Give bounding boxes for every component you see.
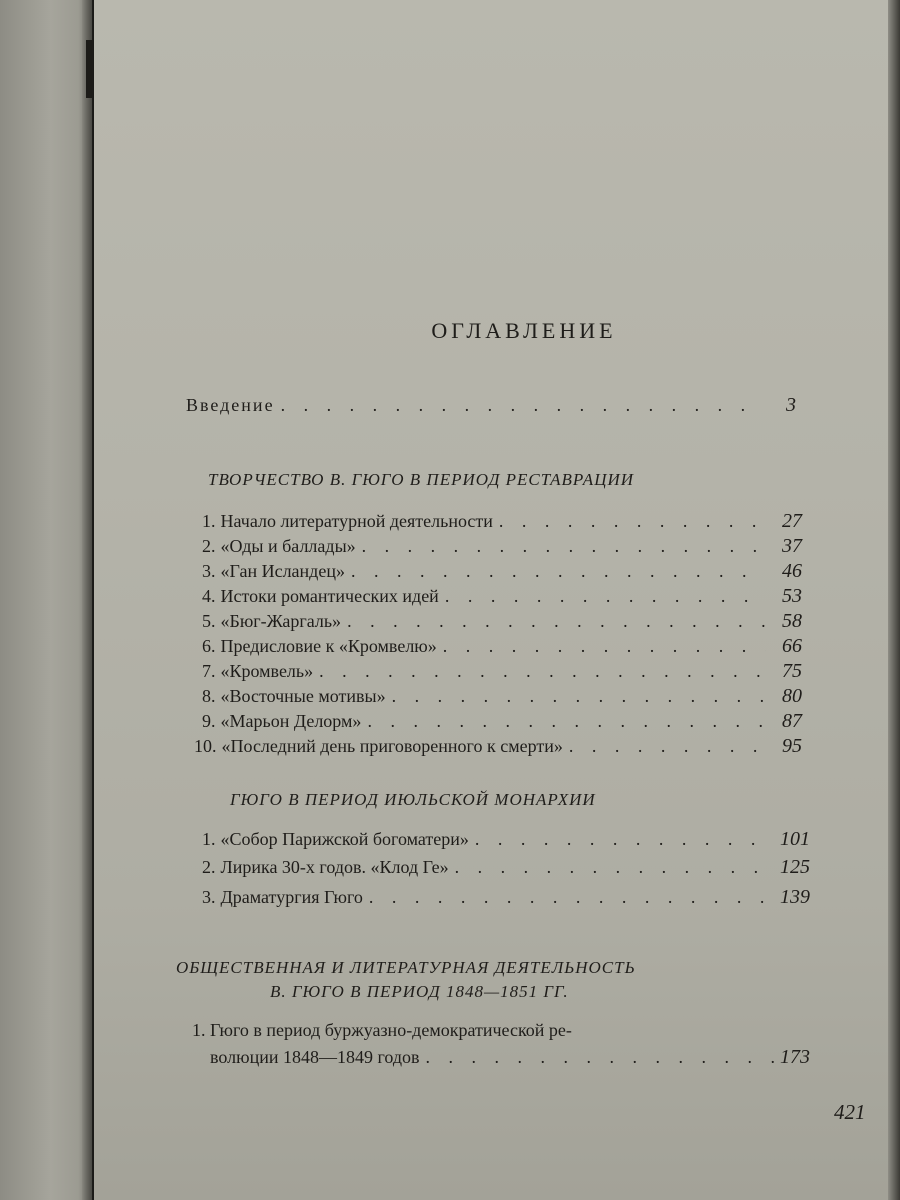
- toc-entry-page: 101: [780, 828, 810, 850]
- leader-dots: [347, 611, 766, 632]
- toc-entry-first-line: [192, 1020, 572, 1041]
- toc-entry-title: Лирика 30-х годов. «Клод Ге»: [220, 857, 449, 877]
- leader-dots: [445, 586, 766, 607]
- toc-entry-number: 1.: [202, 511, 216, 531]
- toc-entry: [202, 610, 802, 633]
- leader-dots: [362, 536, 766, 557]
- toc-entry-number: 6.: [202, 636, 216, 656]
- toc-entry-title: Начало литературной деятельности: [220, 511, 493, 531]
- section-heading-line-2: В. ГЮГО В ПЕРИОД 1848—1851 ГГ.: [270, 982, 569, 1001]
- toc-entry-page: 37: [782, 535, 802, 557]
- toc-entry-page: 173: [780, 1046, 810, 1068]
- toc-entry-title: «Бюг-Жаргаль»: [220, 611, 342, 631]
- toc-entry-number: 3.: [202, 561, 216, 581]
- toc-title: ОГЛАВЛЕНИЕ: [431, 318, 617, 343]
- leader-dots: [319, 661, 766, 682]
- toc-entry-number: 9.: [202, 711, 216, 731]
- toc-entry-second-line: [210, 1046, 810, 1069]
- facing-page: [0, 0, 92, 1200]
- toc-entry-number: 10.: [194, 736, 217, 756]
- toc-entry: [202, 585, 802, 608]
- toc-entry: [202, 685, 802, 708]
- toc-entry-title: Введение: [186, 395, 275, 415]
- toc-entry-page: 95: [782, 735, 802, 757]
- leader-dots: [367, 711, 766, 732]
- toc-entry-title: «Последний день приговоренного к смерти»: [221, 736, 563, 756]
- toc-entry-intro: [186, 394, 798, 417]
- toc-entry: [202, 510, 802, 533]
- toc-entry-title-continued: волюции 1848—1849 годов: [210, 1047, 420, 1067]
- toc-entry-title: «Ган Исландец»: [220, 561, 345, 581]
- toc-entry-title: «Марьон Делорм»: [220, 711, 362, 731]
- leader-dots: [499, 511, 766, 532]
- page-edge-shadow: [888, 0, 900, 1200]
- toc-entry-number: 8.: [202, 686, 216, 706]
- spine-mark: [86, 40, 93, 98]
- toc-entry-page: 58: [782, 610, 802, 632]
- section-heading: ГЮГО В ПЕРИОД ИЮЛЬСКОЙ МОНАРХИИ: [230, 790, 596, 809]
- leader-dots: [455, 857, 774, 878]
- toc-entry-number: 7.: [202, 661, 216, 681]
- toc-entry-page: 46: [782, 560, 802, 582]
- toc-entry-title: Драматургия Гюго: [220, 887, 363, 907]
- section-heading-line-1: ОБЩЕСТВЕННАЯ И ЛИТЕРАТУРНАЯ ДЕЯТЕЛЬНОСТЬ: [176, 958, 636, 977]
- toc-entry-title: Истоки романтических идей: [220, 586, 439, 606]
- toc-entry-title: «Кромвель»: [220, 661, 314, 681]
- leader-dots: [369, 887, 774, 908]
- page-number: 421: [834, 1100, 866, 1124]
- toc-entry: [202, 635, 802, 658]
- toc-entry: [202, 560, 802, 583]
- toc-entry: [202, 828, 810, 851]
- section-heading: ТВОРЧЕСТВО В. ГЮГО В ПЕРИОД РЕСТАВРАЦИИ: [208, 470, 635, 489]
- toc-entry-title: Предисловие к «Кромвелю»: [220, 636, 437, 656]
- toc-entry: [202, 535, 802, 558]
- leader-dots: [443, 636, 766, 657]
- toc-entry-number: 4.: [202, 586, 216, 606]
- toc-entry-number: 2.: [202, 536, 216, 556]
- toc-entry-page: 3: [786, 394, 798, 416]
- toc-entry-page: 66: [782, 635, 802, 657]
- toc-entry-title: «Оды и баллады»: [220, 536, 356, 556]
- leader-dots: [475, 829, 774, 850]
- toc-entry-number: 5.: [202, 611, 216, 631]
- toc-entry-number: 3.: [202, 887, 216, 907]
- book-page: [94, 0, 890, 1200]
- toc-entry: [202, 886, 810, 909]
- toc-entry-number: 2.: [202, 857, 216, 877]
- toc-entry-number: 1.: [192, 1020, 206, 1040]
- leader-dots: [392, 686, 766, 707]
- toc-entry-page: 87: [782, 710, 802, 732]
- toc-entry-number: 1.: [202, 829, 216, 849]
- leader-dots: [281, 395, 762, 416]
- toc-entry: [194, 735, 802, 758]
- leader-dots: [426, 1047, 774, 1068]
- toc-entry-page: 75: [782, 660, 802, 682]
- toc-entry: [202, 710, 802, 733]
- toc-entry: [202, 856, 810, 879]
- toc-entry-page: 139: [780, 886, 810, 908]
- toc-entry-title: Гюго в период буржуазно-демократической ре-: [210, 1020, 572, 1040]
- toc-entry-page: 80: [782, 685, 802, 707]
- leader-dots: [569, 736, 766, 757]
- toc-entry-title: «Восточные мотивы»: [220, 686, 386, 706]
- toc-entry-page: 27: [782, 510, 802, 532]
- toc-entry: [202, 660, 802, 683]
- leader-dots: [351, 561, 766, 582]
- toc-entry-page: 125: [780, 856, 810, 878]
- toc-entry-page: 53: [782, 585, 802, 607]
- toc-entry-title: «Собор Парижской богоматери»: [220, 829, 469, 849]
